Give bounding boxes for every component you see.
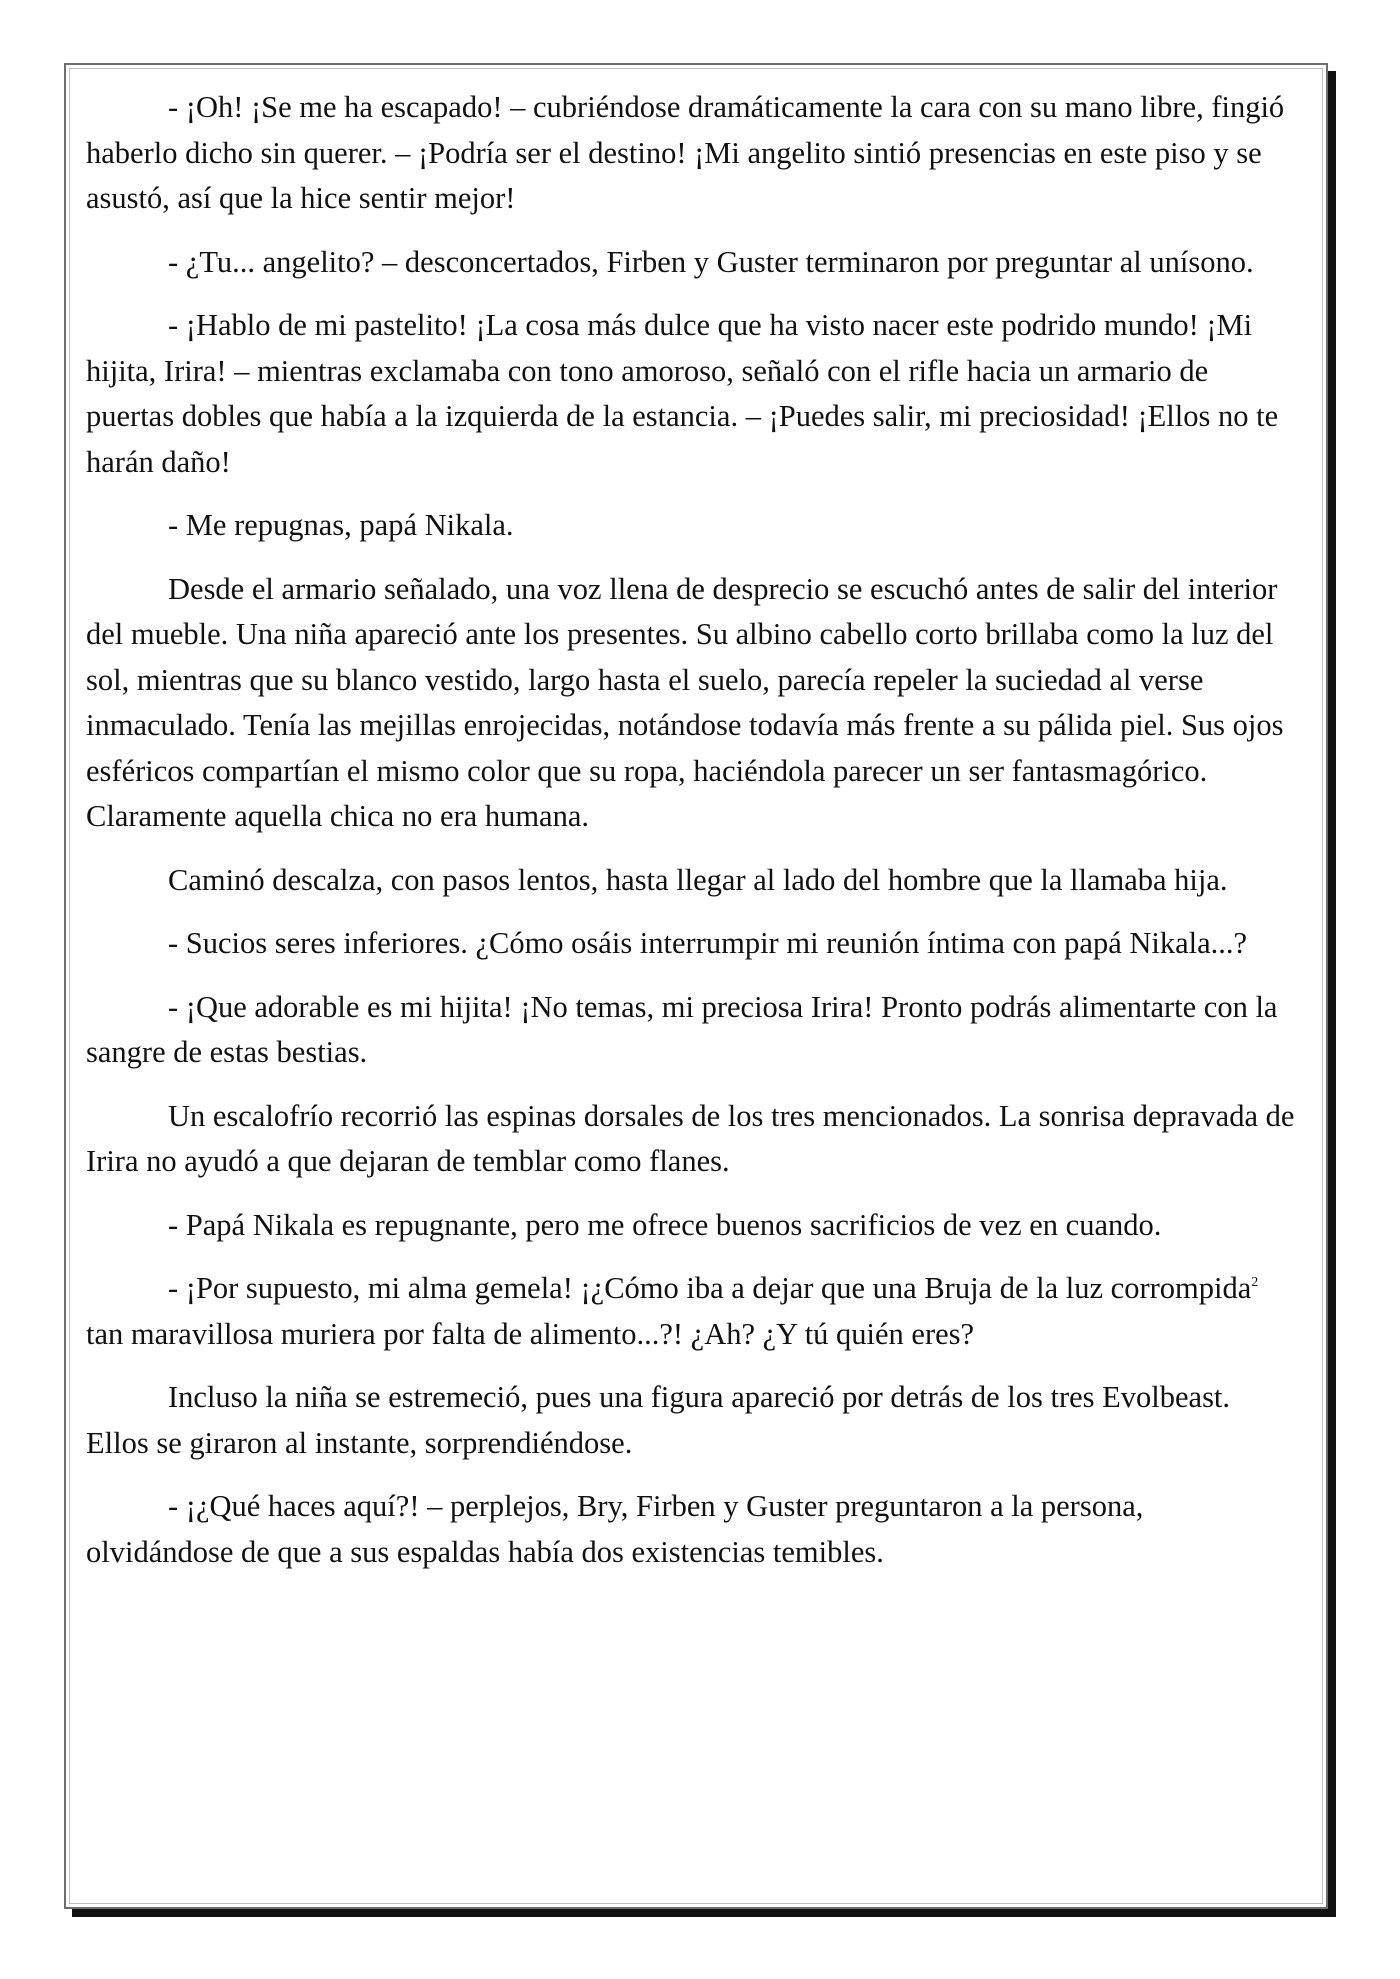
- paragraph-2: - ¿Tu... angelito? – desconcertados, Firben y Guster terminaron por preguntar al unísono.: [168, 244, 1254, 279]
- paragraph-10: - Papá Nikala es repugnante, pero me ofrece buenos sacrificios de vez en cuando.: [168, 1207, 1162, 1242]
- footnote-marker: 2: [1251, 1275, 1259, 1290]
- paragraph-1: - ¡Oh! ¡Se me ha escapado! – cubriéndose dramáticamente la cara con su mano libre, fingió haberlo dicho sin querer. – ¡Podría ser el destino! ¡Mi angelito sintió presencias en este piso y se asustó, así que la hice sentir mejor!: [86, 90, 1285, 215]
- paragraph-12: Incluso la niña se estremeció, pues una figura apareció por detrás de los tres Evolbeast. Ellos se giraron al instante, sorprendiéndose.: [86, 1380, 1231, 1460]
- paragraph-6: Caminó descalza, con pasos lentos, hasta llegar al lado del hombre que la llamaba hija.: [168, 862, 1228, 897]
- page-frame: [64, 63, 1328, 1909]
- paragraph-4: - Me repugnas, papá Nikala.: [168, 508, 514, 542]
- paragraph-11: [86, 1266, 1296, 1357]
- paragraph-7: - Sucios seres inferiores. ¿Cómo osáis interrumpir mi reunión íntima con papá Nikala...?: [168, 926, 1248, 960]
- paragraph-11-text-before: - ¡Por supuesto, mi alma gemela! ¡¿Cómo iba a dejar que una Bruja de la luz corrompida: [168, 1271, 1252, 1305]
- paragraph-13: - ¡¿Qué haces aquí?! – perplejos, Bry, Firben y Guster preguntaron a la persona, olvidándose de que a sus espaldas había dos existencias temibles.: [86, 1489, 1144, 1569]
- paragraph-11-text-after: tan maravillosa muriera por falta de alimento...?! ¿Ah? ¿Y tú quién eres?: [86, 1316, 975, 1351]
- paragraph-8: - ¡Que adorable es mi hijita! ¡No temas, mi preciosa Irira! Pronto podrás alimentarte con la sangre de estas bestias.: [86, 989, 1278, 1069]
- paragraph-9: Un escalofrío recorrió las espinas dorsales de los tres mencionados. La sonrisa depravada de Irira no ayudó a que dejaran de temblar como flanes.: [86, 1098, 1295, 1178]
- paragraph-3: - ¡Hablo de mi pastelito! ¡La cosa más dulce que ha visto nacer este podrido mundo! ¡Mi hijita, Irira! – mientras exclamaba con tono amoroso, señaló con el rifle hacia un armario de puertas dobles que había a la izquierda de la estancia. – ¡Puedes salir, mi preciosidad! ¡Ellos no te harán daño!: [86, 308, 1279, 479]
- text-body: [86, 85, 1296, 1593]
- paragraph-5: Desde el armario señalado, una voz llena de desprecio se escuchó antes de salir del interior del mueble. Una niña apareció ante los presentes. Su albino cabello corto brillaba como la luz del sol, mientras que su blanco vestido, largo hasta el suelo, parecía repeler la suciedad al verse inmaculado. Tenía las mejillas enrojecidas, notándose todavía más frente a su pálida piel. Sus ojos esféricos compartían el mismo color que su ropa, haciéndola parecer un ser fantasmagórico. Claramente aquella chica no era humana.: [86, 571, 1284, 833]
